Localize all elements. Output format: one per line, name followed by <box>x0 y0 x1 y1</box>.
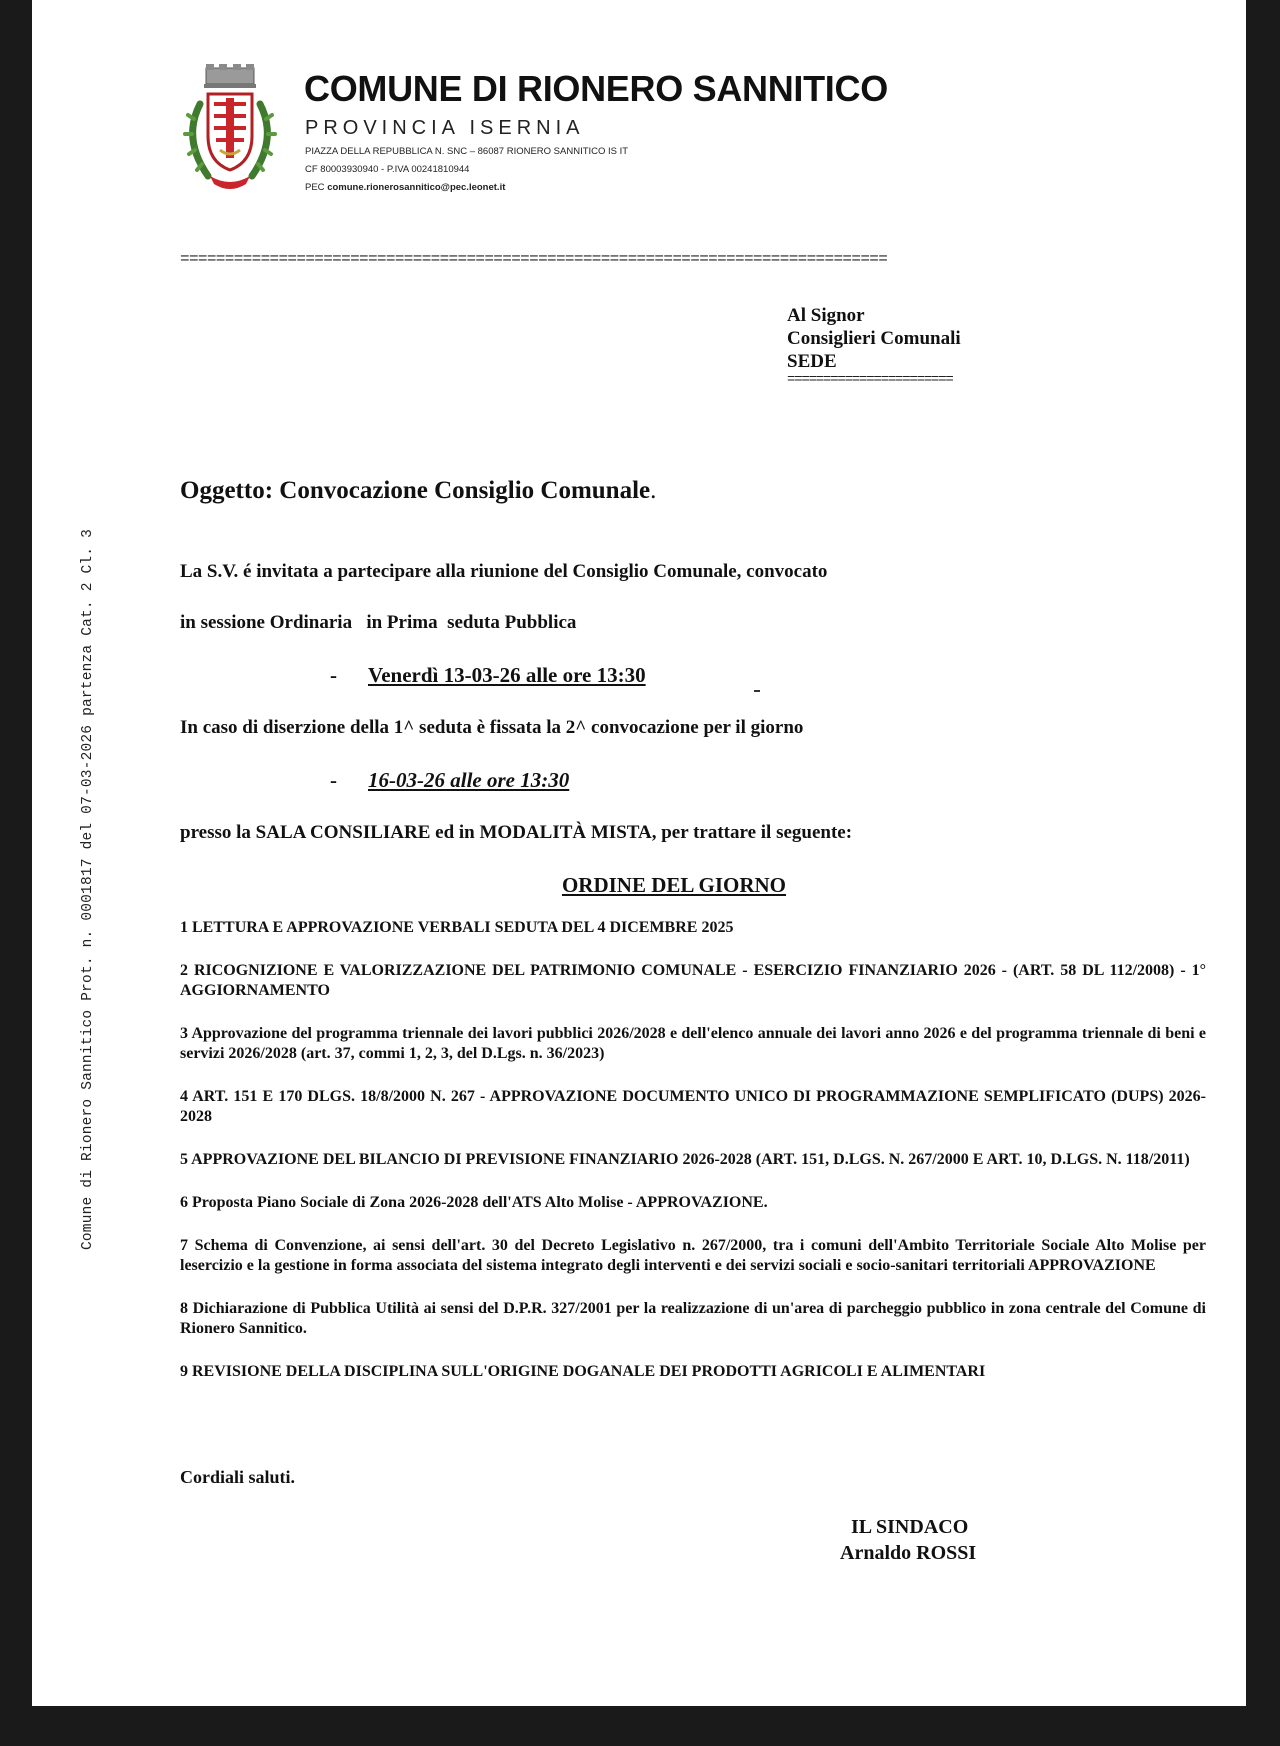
agenda-item: 5 APPROVAZIONE DEL BILANCIO DI PREVISIONE FINANZIARIO 2026-2028 (ART. 151, D.LGS. N. 267/2000 E ART. 10, D.LGS. N. 118/2011) <box>180 1151 1190 1168</box>
address-line: PIAZZA DELLA REPUBBLICA N. SNC – 86087 RIONERO SANNITICO IS IT <box>305 146 629 157</box>
agenda-item: 6 Proposta Piano Sociale di Zona 2026-2028 dell'ATS Alto Molise - APPROVAZIONE. <box>180 1194 768 1211</box>
agenda-title: ORDINE DEL GIORNO <box>561 873 787 897</box>
fiscal-line: CF 80003930940 - P.IVA 00241810944 <box>305 164 470 175</box>
recipient-line-2: Consiglieri Comunali <box>787 328 961 349</box>
agenda-item: 4 ART. 151 E 170 DLGS. 18/8/2000 N. 267 - APPROVAZIONE DOCUMENTO UNICO DI PROGRAMMAZIONE SEMPLIFICATO (DUPS) 2026-2028 <box>180 1088 1206 1125</box>
second-session-text: 16-03-26 alle ore 13:30 <box>368 768 570 792</box>
signature-name: Arnaldo ROSSI <box>840 1542 977 1564</box>
date-dash-2: - <box>330 768 337 792</box>
body-paragraph-3: In caso di diserzione della 1^ seduta è fissata la 2^ convocazione per il giorno <box>180 717 804 738</box>
protocol-stamp: Comune di Rionero Sannitico Prot. n. 0001817 del 07-03-2026 partenza Cat. 2 Cl. 3 <box>80 528 96 1250</box>
recipient-divider: ======================= <box>787 372 953 388</box>
date-dash-1: - <box>330 663 337 687</box>
subject-dot: . <box>650 477 657 504</box>
agenda-item: 2 RICOGNIZIONE E VALORIZZAZIONE DEL PATRIMONIO COMUNALE - ESERCIZIO FINANZIARIO 2026 - (ART. 58 DL 112/2008) - 1° AGGIORNAMENTO <box>180 962 1206 999</box>
first-session-date <box>330 663 646 688</box>
stray-mark <box>754 690 760 692</box>
agenda-item: 3 Approvazione del programma triennale dei lavori pubblici 2026/2028 e dell'elenco annuale dei lavori anno 2026 e del programma triennale di beni e servizi 2026/2028 (art. 37, commi 1, 2, 3, del D.Lgs. n. 36/2023) <box>180 1025 1206 1062</box>
body-paragraph-1: La S.V. é invitata a partecipare alla riunione del Consiglio Comunale, convocato <box>180 561 828 582</box>
body-paragraph-2: in sessione Ordinaria in Prima seduta Pubblica <box>180 612 577 633</box>
municipal-crest-icon <box>180 64 280 194</box>
signature-block <box>840 1514 976 1566</box>
pec-label: PEC <box>305 182 328 193</box>
agenda-item: 9 REVISIONE DELLA DISCIPLINA SULL'ORIGINE DOGANALE DEI PRODOTTI AGRICOLI E ALIMENTARI <box>180 1363 986 1380</box>
closing-greeting: Cordiali saluti. <box>180 1467 296 1487</box>
signature-role: IL SINDACO <box>851 1516 969 1538</box>
first-session-text: Venerdì 13-03-26 alle ore 13:30 <box>368 663 646 687</box>
recipient-line-1: Al Signor <box>787 305 865 326</box>
subject-line <box>180 477 656 505</box>
agenda-list <box>180 918 1206 1405</box>
municipality-title: COMUNE DI RIONERO SANNITICO <box>304 68 888 109</box>
agenda-item: 7 Schema di Convenzione, ai sensi dell'art. 30 del Decreto Legislativo n. 267/2000, tra i comuni dell'Ambito Territoriale Sociale Alto Molise per lesercizio e la gestione in forma associata del sistema integrato degli interventi e dei servizi sociali e socio-sanitari territoriali APPROVAZIONE <box>180 1237 1206 1274</box>
body-paragraph-4: presso la SALA CONSILIARE ed in MODALITÀ MISTA, per trattare il seguente: <box>180 822 853 843</box>
recipient-block <box>787 304 961 373</box>
document-page <box>32 0 1246 1706</box>
recipient-line-3: SEDE <box>787 351 837 372</box>
agenda-item: 1 LETTURA E APPROVAZIONE VERBALI SEDUTA DEL 4 DICEMBRE 2025 <box>180 919 734 936</box>
pec-email: comune.rionerosannitico@pec.leonet.it <box>327 182 506 193</box>
second-session-date <box>330 768 569 793</box>
subject-text: Oggetto: Convocazione Consiglio Comunale <box>180 477 651 504</box>
agenda-item: 8 Dichiarazione di Pubblica Utilità ai sensi del D.P.R. 327/2001 per la realizzazione di un'area di parcheggio pubblico in zona centrale del Comune di Rionero Sannitico. <box>180 1300 1206 1337</box>
header-divider: =============================================================================== <box>180 250 888 268</box>
province-label: PROVINCIA ISERNIA <box>305 117 585 139</box>
pec-line <box>305 182 505 193</box>
